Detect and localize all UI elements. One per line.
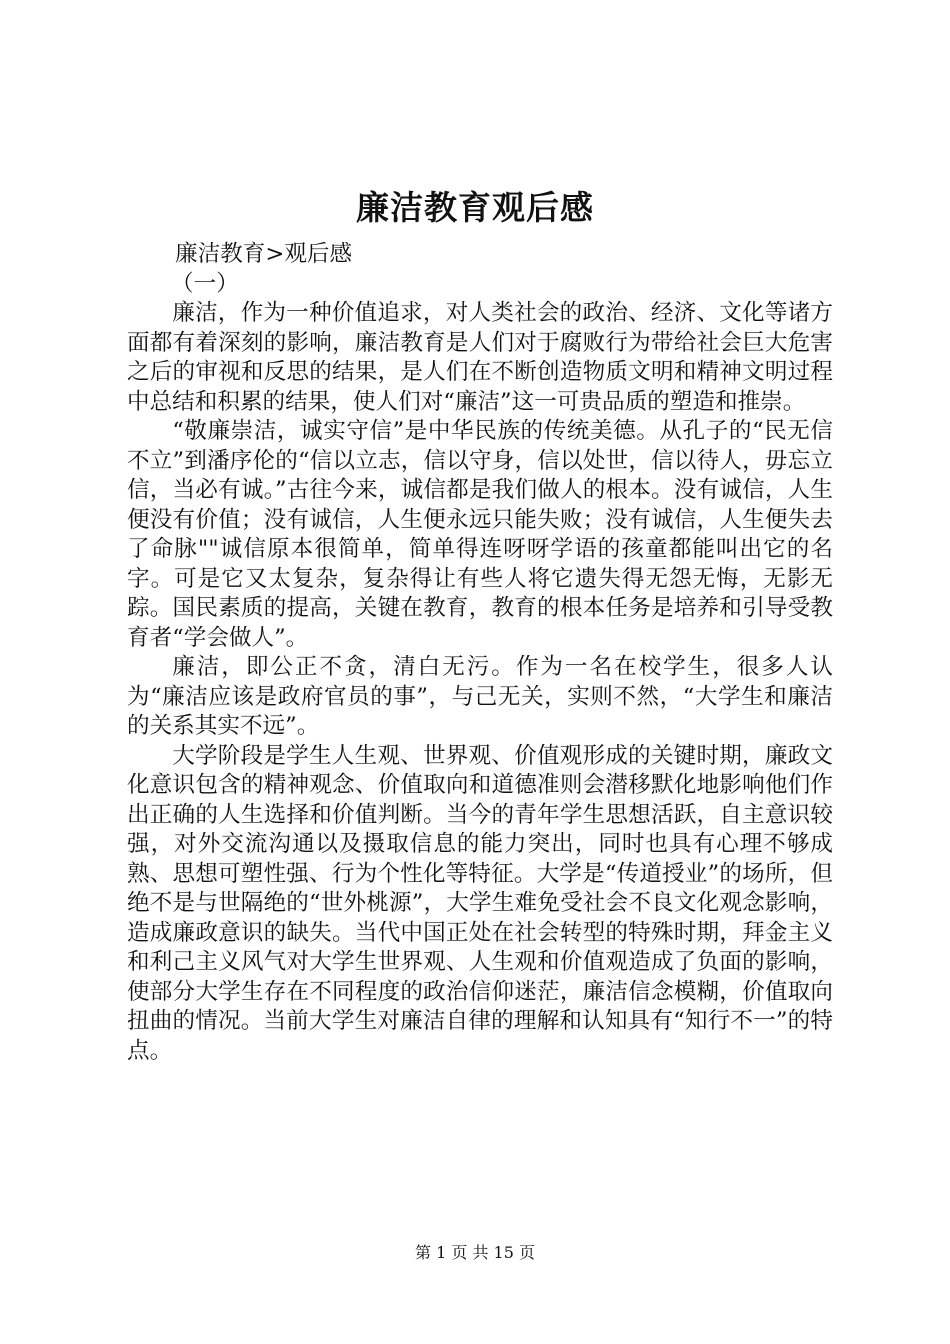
paragraph-3: 廉洁，即公正不贪，清白无污。作为一名在校学生，很多人认为“廉洁应该是政府官员的事”，与己无关，实则不然，“大学生和廉洁的关系其实不远”。 (127, 654, 833, 739)
document-title: 廉洁教育观后感 (356, 188, 594, 227)
paragraph-1: 廉洁，作为一种价值追求，对人类社会的政治、经济、文化等诸方面都有着深刻的影响，廉洁教育是人们对于腐败行为带给社会巨大危害之后的审视和反思的结果，是人们在不断创造物质文明和精神文明过程中总结和积累的结果，使人们对“廉洁”这一可贵品质的塑造和推崇。 (127, 300, 833, 415)
section-number: （一） (171, 270, 239, 297)
document-body (127, 240, 833, 1066)
page-footer: 第 1 页 共 15 页 (415, 1243, 535, 1262)
document-subtitle: 廉洁教育>观后感 (175, 241, 353, 267)
paragraph-2: “敬廉崇洁，诚实守信”是中华民族的传统美德。从孔子的“民无信不立”到潘序伦的“信以立志，信以守身，信以处世，信以待人，毋忘立信，当必有诚。”古往今来，诚信都是我们做人的根本。没有诚信，人生便没有价值；没有诚信，人生便永远只能失败；没有诚信，人生便失去了命脉""诚信原本很简单，简单得连呀呀学语的孩童都能叫出它的名字。可是它又太复杂，复杂得让有些人将它遗失得无怨无悔，无影无踪。国民素质的提高，关键在教育，教育的根本任务是培养和引导受教育者“学会做人”。 (127, 418, 833, 651)
paragraph-4: 大学阶段是学生人生观、世界观、价值观形成的关键时期，廉政文化意识包含的精神观念、价值取向和道德准则会潜移默化地影响他们作出正确的人生选择和价值判断。当今的青年学生思想活跃，自主意识较强，对外交流沟通以及摄取信息的能力突出，同时也具有心理不够成熟、思想可塑性强、行为个性化等特征。大学是“传道授业”的场所，但绝不是与世隔绝的“世外桃源”，大学生难免受社会不良文化观念影响，造成廉政意识的缺失。当代中国正处在社会转型的特殊时期，拜金主义和利己主义风气对大学生世界观、人生观和价值观造成了负面的影响，使部分大学生存在不同程度的政治信仰迷茫，廉洁信念模糊，价值取向扭曲的情况。当前大学生对廉洁自律的理解和认知具有“知行不一”的特点。 (127, 742, 833, 1064)
